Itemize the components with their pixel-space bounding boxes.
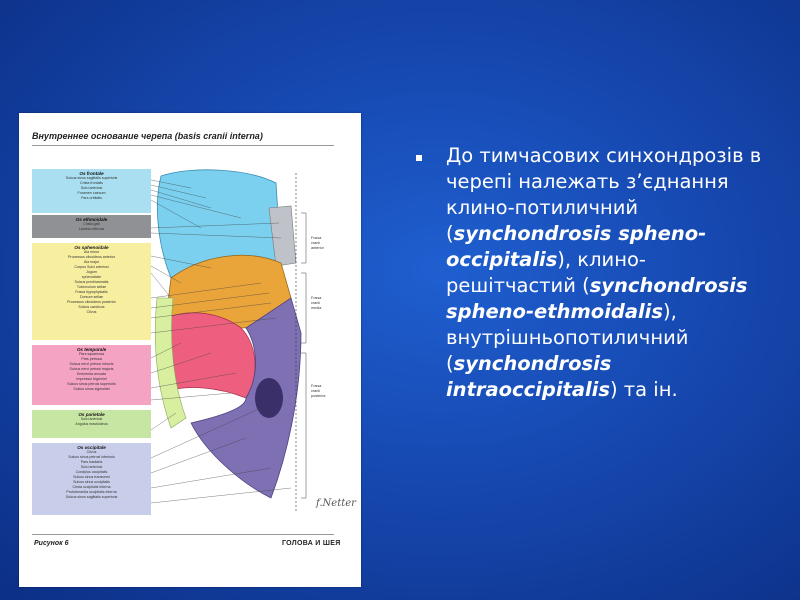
bone-label-heading: Os temporale (76, 347, 107, 352)
bullet-text-part: ) та ін. (609, 378, 678, 401)
term-intraoccipitalis: synchondrosis intraoccipitalis (446, 352, 612, 401)
bone-label-line: Sulcus sinus petrosi inferioris (68, 455, 115, 459)
bone-label-group (32, 410, 151, 438)
figure-caption: Рисунок 6 (34, 540, 69, 547)
footer-divider (32, 534, 334, 535)
term-spheno-occipitalis: synchondrosis spheno-occipitalis (446, 222, 707, 271)
figure-section: ГОЛОВА И ШЕЯ (282, 540, 341, 547)
bone-label-line: Foramen caecum (77, 191, 106, 195)
term-spheno-ethmoidalis: synchondrosis spheno-ethmoidalis (446, 274, 748, 323)
bone-label-heading: Os ethmoidale (75, 217, 108, 222)
bone-label-heading: Os frontale (79, 171, 104, 176)
fossa-bracket-anterior (301, 213, 306, 263)
fossa-anterior-l1: Fossa (311, 236, 322, 240)
bone-label-line: Angulus mastoideus (75, 422, 108, 426)
fossa-anterior-l3: anterior (311, 246, 324, 250)
bone-label-heading: Os parietale (78, 412, 105, 417)
bone-label-line: Condylus occipitalis (75, 470, 108, 474)
title-divider (32, 145, 334, 146)
fossa-media-l1: Fossa (311, 296, 322, 300)
bullet-text-part: ), клино-решітчастий ( (446, 248, 646, 297)
bone-label-line: Pars squamosa (79, 352, 104, 356)
bone-label-line: Sulcus sinus sigmoidei (73, 387, 110, 391)
bone-label-line: Sulcus sinus transversi (73, 475, 110, 479)
skull-base-illustration (151, 168, 311, 523)
bullet-text-part: ), внутрішньопотиличний ( (446, 300, 689, 375)
fossa-bracket-media (301, 273, 306, 343)
bone-label-line: Fossa hypophysialis (75, 290, 108, 294)
bone-label-line: Sulci arteriosi (80, 186, 103, 190)
fossa-media-l3: media (311, 306, 322, 310)
bone-label-group (32, 243, 151, 340)
bone-label-line: Jugum (86, 270, 97, 274)
bone-label-line: sphenoidale (81, 275, 102, 279)
bone-label-line: Impressio trigemini (76, 377, 107, 381)
bone-label-heading: Os occipitale (77, 445, 106, 450)
bone-label-line: Crista occipitalis interna (72, 485, 111, 489)
bone-label-heading: Os sphenoidale (74, 245, 109, 250)
bone-label-line: Sulcus sinus petrosi superioris (67, 382, 116, 386)
bone-label-line: Sulcus sinus sagittalis superioris (65, 176, 118, 180)
bone-label-line: Pars petrosa (81, 357, 102, 361)
fossa-posterior-label (311, 384, 339, 399)
fossa-media-label (311, 296, 339, 311)
bone-label-line: Pars orbitalis (81, 196, 102, 200)
fossa-bracket-posterior (301, 353, 306, 498)
bone-label-line: Processus clinoideus anterior (68, 255, 115, 259)
bone-label-line: Sulci arteriosi (80, 465, 103, 469)
bone-label-line: Clivus (86, 310, 97, 314)
bone-label-line: Protuberantia occipitalis interna (66, 490, 117, 494)
fossa-anterior-label (311, 236, 339, 251)
bone-label-group (32, 215, 151, 238)
artist-signature: f.Netter (316, 498, 356, 509)
bone-label-line: Sulci arteriosi (80, 417, 103, 421)
bone-label-line: Processus clinoideus posterior (67, 300, 116, 304)
bone-label-group (32, 443, 151, 515)
bone-label-line: Crista galli (83, 222, 100, 226)
bone-label-line: Clivus (86, 450, 97, 454)
bone-label-line: Corpus Sulci arteriosi (74, 265, 109, 269)
bone-label-line: Sulcus nervi petrosi minoris (69, 362, 114, 366)
bone-label-line: Sulcus caroticus (78, 305, 105, 309)
figure-title: Внутреннее основание черепа (basis cranii interna) (32, 131, 263, 141)
bullet-square-icon (416, 155, 422, 161)
bone-label-line: Tuberculum sellae (76, 285, 107, 289)
bone-label-line: Sulcus sinus sagittalis superioris (65, 495, 118, 499)
fossa-posterior-l1: Fossa (311, 384, 322, 388)
bone-label-line: Pars basilaris (80, 460, 103, 464)
bone-label-line: Dorsum sellae (80, 295, 103, 299)
fossa-posterior-l2: cranii (311, 389, 321, 393)
bone-label-line: Ala major (83, 260, 100, 264)
bone-label-line: Sulcus nervi petrosi majoris (69, 367, 114, 371)
bone-label-group (32, 345, 151, 405)
bone-label-line: Crista frontalis (80, 181, 103, 185)
bone-label-line: Eminentia arcuata (77, 372, 106, 376)
bone-label-line: Sulcus prechiasmatis (74, 280, 109, 284)
bone-label-group (32, 169, 151, 213)
bullet-text-part: До тимчасових синхондрозів в черепі належать з’єднання клино-потиличний ( (446, 144, 762, 245)
fossa-anterior-l2: cranii (311, 241, 321, 245)
foramen-magnum (255, 378, 283, 418)
fossa-posterior-l3: posterior (311, 394, 326, 398)
bullet-text (446, 143, 766, 403)
bone-label-line: Lamina cribrosa (78, 227, 105, 231)
bone-label-line: Sulcus sinus occipitalis (73, 480, 110, 484)
fossa-media-l2: cranii (311, 301, 321, 305)
bone-label-line: Ala minor (83, 250, 100, 254)
